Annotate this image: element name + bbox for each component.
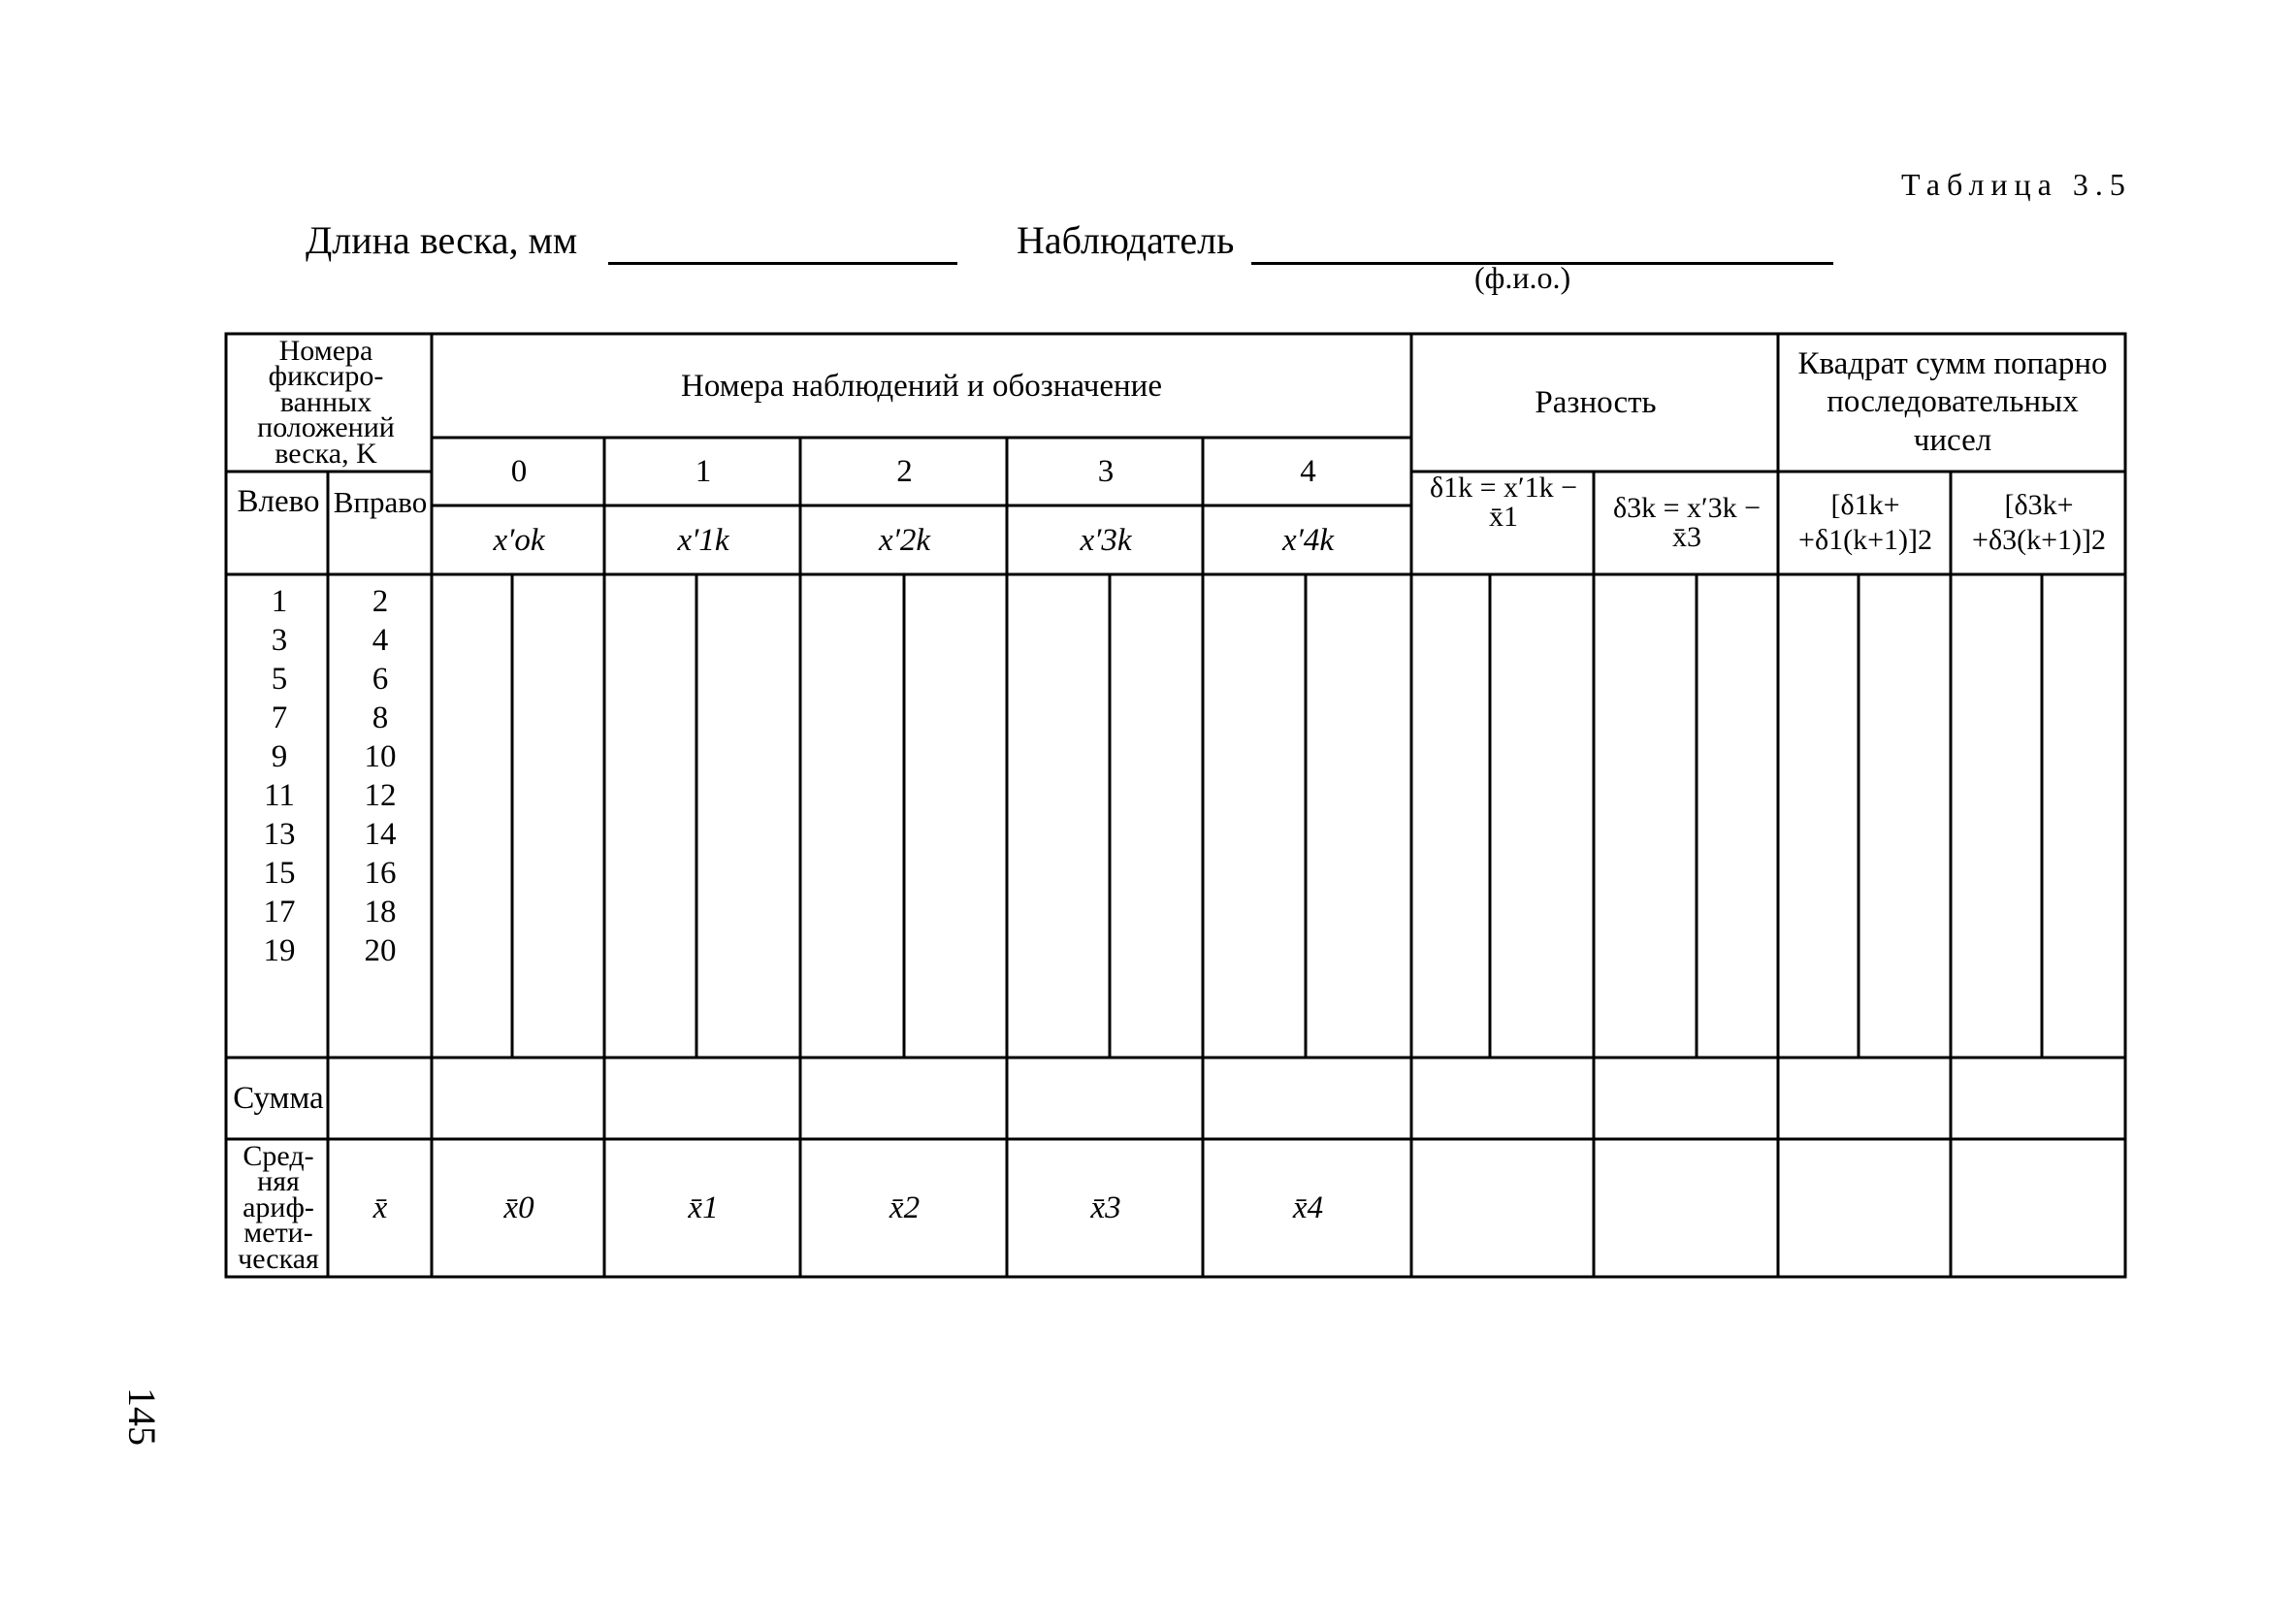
obs-number-1: 1	[695, 453, 712, 489]
right-value: 18	[364, 895, 397, 929]
mean-symbol-x1: x̄1	[688, 1190, 719, 1225]
obs-symbol-4: x′4k	[1281, 522, 1334, 558]
mean-symbol-x4: x̄4	[1292, 1190, 1324, 1225]
left-value: 19	[263, 933, 296, 968]
right-value: 4	[372, 623, 389, 658]
right-value: 16	[364, 856, 397, 891]
mean-symbol-x3: x̄3	[1090, 1190, 1121, 1225]
right-value: 12	[364, 778, 397, 813]
observer-hint: (ф.и.о.)	[1474, 260, 1571, 295]
left-value: 1	[271, 584, 288, 619]
left-value: 13	[263, 817, 296, 852]
row-mean-label: Сред-няя ариф-мети-ческая	[238, 1140, 319, 1275]
obs-symbol-0: x′ok	[493, 522, 545, 558]
left-value: 3	[271, 623, 288, 658]
left-value: 15	[263, 856, 296, 891]
length-label: Длина веска, мм	[306, 218, 578, 262]
right-value: 8	[372, 701, 389, 735]
obs-number-3: 3	[1097, 453, 1115, 489]
header-fixed-positions: Номера фиксиро-ванных положений веска, K	[257, 335, 395, 470]
left-value: 7	[271, 701, 288, 735]
header-right: Вправо	[333, 484, 428, 519]
left-value: 9	[271, 739, 288, 774]
right-value: 20	[364, 933, 397, 968]
mean-symbol-x0: x̄0	[503, 1190, 534, 1225]
diff-3-formula: δ3k = x′3k − x̄3	[1612, 492, 1762, 553]
right-value: 6	[372, 662, 389, 697]
header-left: Влево	[237, 483, 320, 519]
header-square-sums: Квадрат сумм попарно последовательных чисел	[1797, 345, 2108, 458]
obs-number-0: 0	[510, 453, 528, 489]
right-value: 10	[364, 739, 397, 774]
observer-label: Наблюдатель	[1017, 218, 1235, 262]
obs-symbol-1: x′1k	[677, 522, 729, 558]
diff-1-formula: δ1k = x′1k − x̄1	[1429, 472, 1578, 533]
left-value: 11	[264, 778, 295, 813]
page-number: 145	[120, 1387, 164, 1446]
left-value: 17	[263, 895, 296, 929]
header-observations: Номера наблюдений и обозначение	[681, 368, 1162, 404]
square-3-formula: [δ3k+ +δ3(k+1)]2	[1972, 489, 2106, 556]
obs-symbol-2: x′2k	[878, 522, 930, 558]
row-sum-label: Сумма	[233, 1080, 324, 1116]
obs-symbol-3: x′3k	[1080, 522, 1132, 558]
square-1-formula: [δ1k+ +δ1(k+1)]2	[1798, 489, 1932, 556]
table-caption: Таблица 3.5	[1901, 167, 2132, 202]
right-value: 14	[364, 817, 397, 852]
header-difference: Разность	[1535, 384, 1657, 420]
obs-number-2: 2	[896, 453, 913, 489]
obs-number-4: 4	[1300, 453, 1316, 489]
mean-symbol-x2: x̄2	[889, 1190, 921, 1225]
left-value: 5	[271, 662, 288, 697]
mean-symbol-x: x̄	[372, 1190, 388, 1225]
right-value: 2	[372, 584, 389, 619]
